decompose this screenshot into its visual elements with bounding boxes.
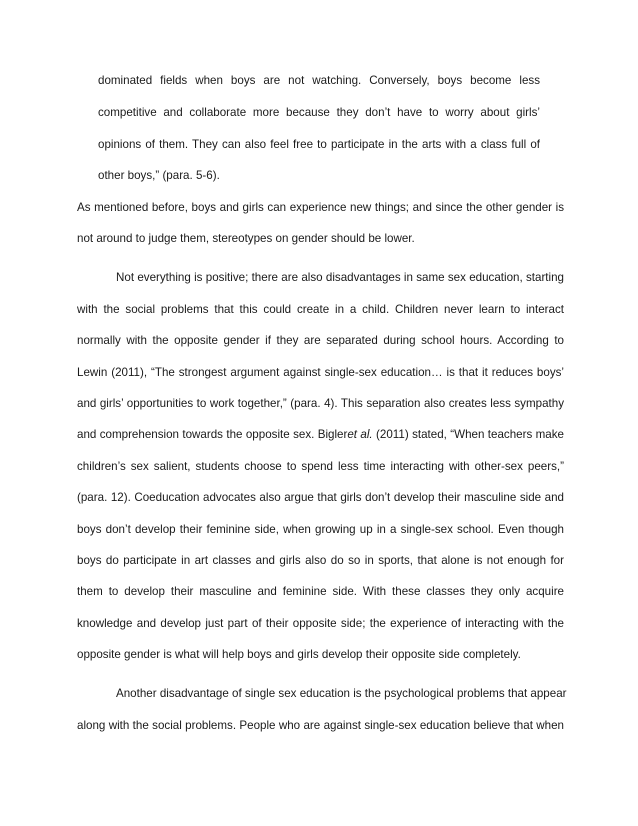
paragraph-1-line-2: not around to judge them, stereotypes on gender should be lower. xyxy=(77,232,415,245)
paragraph-3-line-1: Another disadvantage of single sex education is the psychological problems that appear xyxy=(116,687,567,700)
paragraph-2-line-1: Not everything is positive; there are also disadvantages in same sex education, starting xyxy=(116,271,564,284)
paragraph-2-line-2: with the social problems that this could create in a child. Children never learn to interact xyxy=(77,303,564,316)
paragraph-2-line-3: normally with the opposite gender if they are separated during school hours. According to xyxy=(77,334,564,347)
paragraph-2-line-4: Lewin (2011), “The strongest argument against single-sex education… is that it reduces boys’ xyxy=(77,366,564,379)
paragraph-2-line-11: them to develop their masculine and feminine side. With these classes they only acquire xyxy=(77,585,564,598)
quote-line-3: opinions of them. They can also feel free to participate in the arts with a class full of xyxy=(98,138,540,151)
paragraph-2-line-6-head: and comprehension towards the opposite sex. Bigler xyxy=(77,428,348,441)
paragraph-2-line-7: children’s sex salient, students choose to spend less time interacting with other-sex peers,” xyxy=(77,460,564,473)
paragraph-2-line-6-tail: (2011) stated, “When teachers make xyxy=(372,428,564,441)
paragraph-2-line-10: boys do participate in art classes and girls also do so in sports, that alone is not enough for xyxy=(77,554,564,567)
et-al-italic: et al. xyxy=(347,428,373,441)
paragraph-2-line-12: knowledge and develop just part of their opposite side; the experience of interacting with the xyxy=(77,617,564,630)
paragraph-2-line-9: boys don’t develop their feminine side, when growing up in a single-sex school. Even though xyxy=(77,523,564,536)
quote-line-2: competitive and collaborate more because they don’t have to worry about girls’ xyxy=(98,106,540,119)
paragraph-2-line-6 xyxy=(77,428,564,442)
paragraph-2-line-13: opposite gender is what will help boys and girls develop their opposite side completely. xyxy=(77,648,521,661)
paragraph-3-line-2: along with the social problems. People who are against single-sex education believe that when xyxy=(77,719,564,732)
paragraph-2-line-5: and girls’ opportunities to work together,” (para. 4). This separation also creates less sympathy xyxy=(77,397,564,410)
paragraph-2-line-8: (para. 12). Coeducation advocates also argue that girls don’t develop their masculine side and xyxy=(77,491,564,504)
paragraph-1-line-1: As mentioned before, boys and girls can experience new things; and since the other gender is xyxy=(77,201,564,214)
quote-line-1: dominated fields when boys are not watching. Conversely, boys become less xyxy=(98,74,540,87)
quote-line-4: other boys,” (para. 5-6). xyxy=(98,169,220,182)
